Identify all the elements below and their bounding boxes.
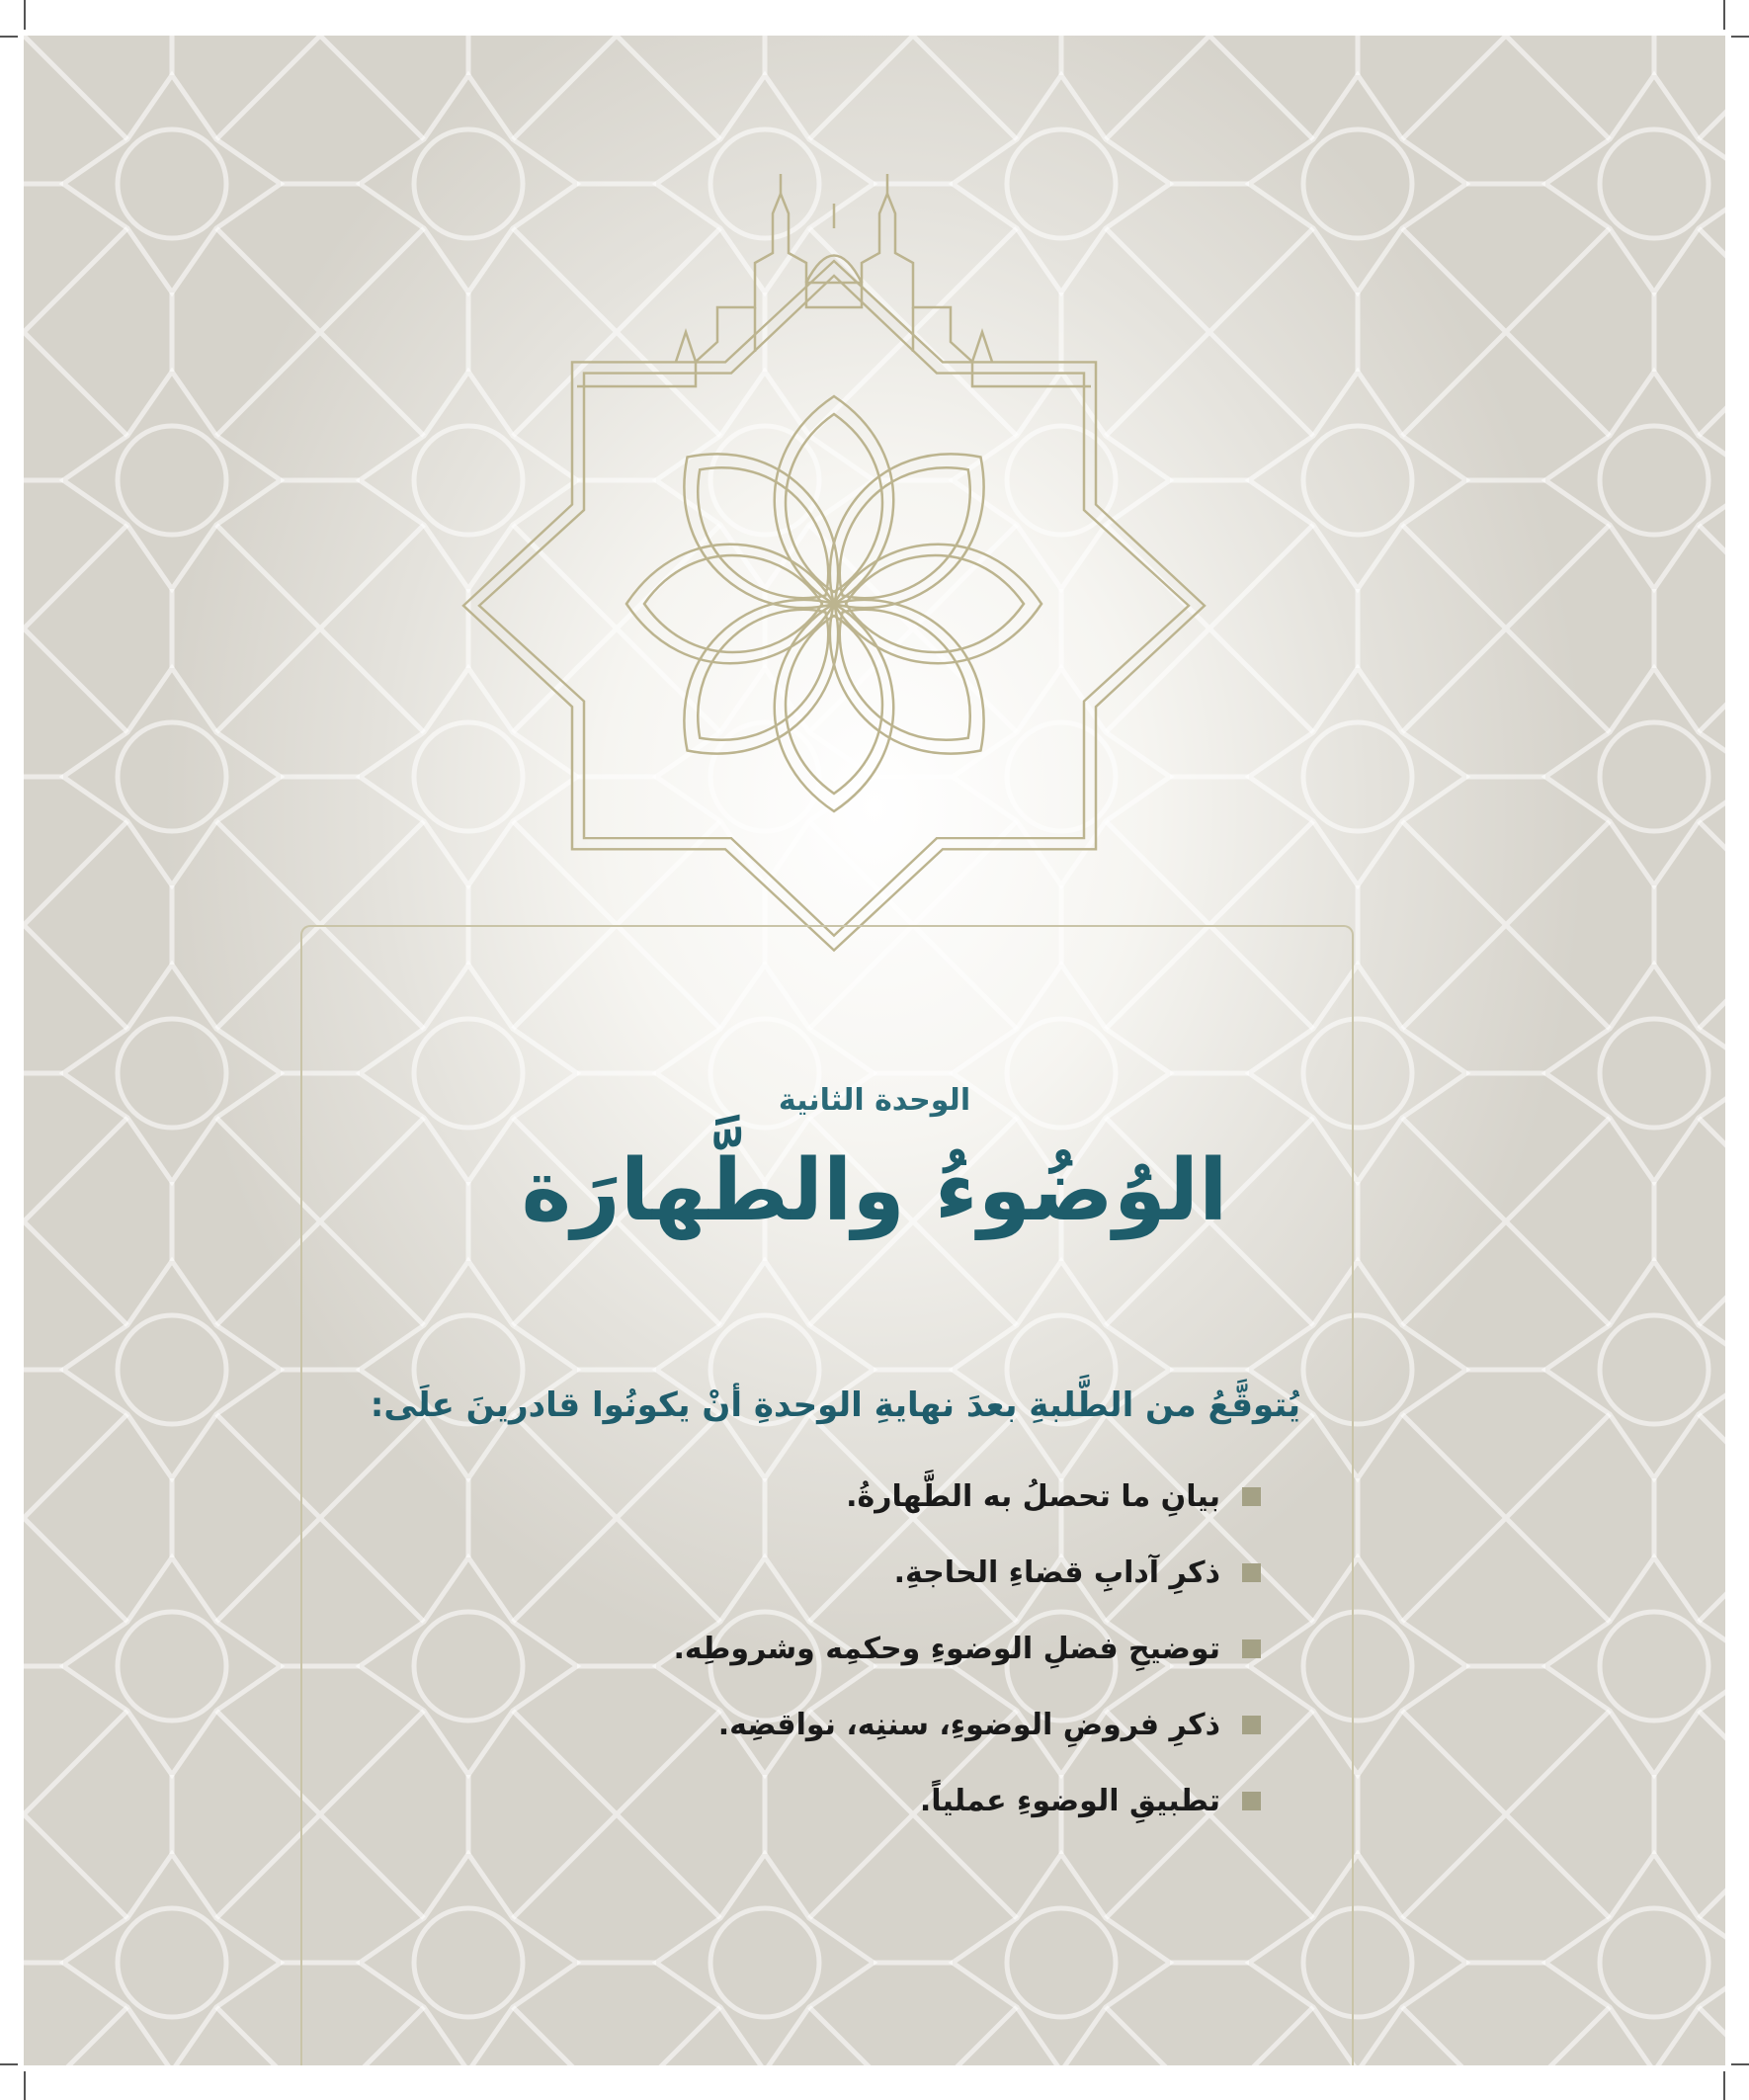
unit-title: الوُضُوءُ والطَّهارَة: [521, 1141, 1228, 1240]
square-bullet-icon: [1242, 1716, 1261, 1734]
square-bullet-icon: [1242, 1487, 1261, 1506]
list-item: [673, 1687, 1261, 1763]
objective-text: توضيحِ فضلِ الوضوءِ وحكمِه وشروطِه.: [673, 1632, 1220, 1666]
crop-mark: [1731, 2063, 1749, 2065]
mosque-rosette-emblem: [458, 144, 1209, 1034]
crop-mark: [1723, 2071, 1725, 2100]
crop-mark: [24, 0, 26, 30]
list-item: [673, 1611, 1261, 1687]
objectives-intro: يُتوقَّعُ من الطَّلبةِ بعدَ نهايةِ الوحدةِ أنْ يكونُوا قادرينَ علَى:: [370, 1386, 1300, 1425]
crop-mark: [1731, 36, 1749, 38]
objectives-list: [673, 1459, 1261, 1839]
crop-mark: [24, 2071, 26, 2100]
crop-mark: [0, 36, 18, 38]
list-item: [673, 1763, 1261, 1839]
objective-text: تطبيقِ الوضوءِ عملياً.: [919, 1784, 1220, 1818]
crop-mark: [1723, 0, 1725, 30]
square-bullet-icon: [1242, 1639, 1261, 1658]
cover-page: [24, 36, 1725, 2065]
square-bullet-icon: [1242, 1792, 1261, 1810]
objective-text: ذكرِ فروضِ الوضوءِ، سننِه، نواقضِه.: [717, 1708, 1220, 1742]
square-bullet-icon: [1242, 1563, 1261, 1582]
unit-label: الوحدة الثانية: [778, 1083, 971, 1118]
list-item: [673, 1459, 1261, 1535]
crop-mark: [0, 2063, 18, 2065]
objective-text: بيانِ ما تحصلُ به الطَّهارةُ.: [846, 1479, 1220, 1514]
list-item: [673, 1535, 1261, 1611]
objective-text: ذكرِ آدابِ قضاءِ الحاجةِ.: [893, 1555, 1220, 1590]
